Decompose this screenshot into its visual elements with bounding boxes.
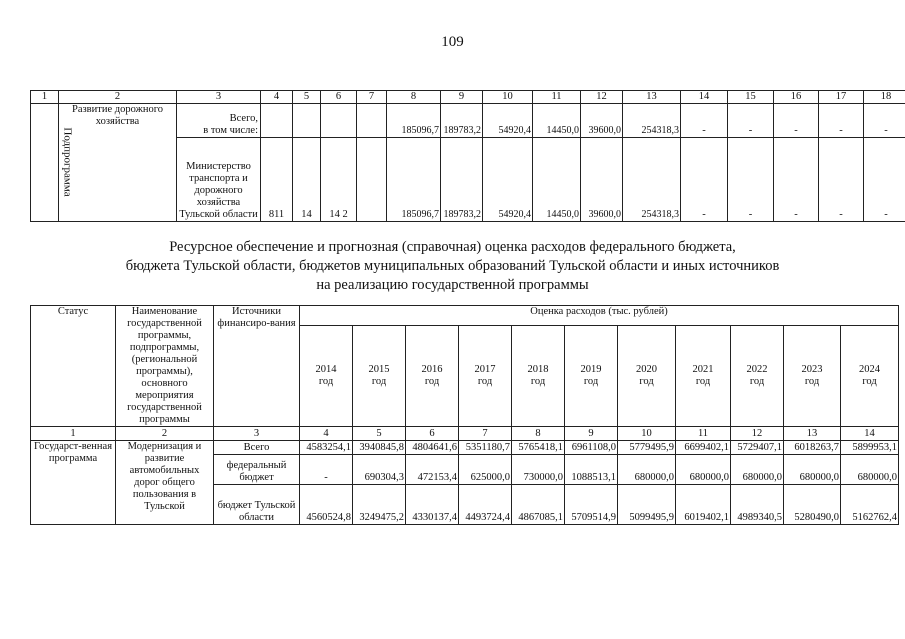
- col-number: 2: [59, 91, 177, 104]
- column-number-row: [31, 91, 905, 104]
- csr-cell: [357, 104, 387, 138]
- value-cell: 6961108,0: [565, 441, 618, 455]
- title-line: на реализацию государственной программы: [316, 277, 589, 293]
- value-cell: 5779495,9: [618, 441, 676, 455]
- col-number: 7: [357, 91, 387, 104]
- resource-table: [30, 305, 899, 525]
- value-cell: 4493724,4: [459, 485, 512, 525]
- col-number: 11: [533, 91, 581, 104]
- header-estimate: Оценка расходов (тыс. рублей): [300, 306, 899, 326]
- value-cell: 680000,0: [731, 455, 784, 485]
- col-number: 1: [31, 427, 116, 441]
- value-cell: 680000,0: [784, 455, 841, 485]
- value-cell: 4560524,8: [300, 485, 353, 525]
- value-cell: 185096,7: [387, 138, 441, 222]
- header-status: Статус: [31, 306, 116, 427]
- col-number: 12: [731, 427, 784, 441]
- value-cell: 5099495,9: [618, 485, 676, 525]
- value-cell: 3249475,2: [353, 485, 406, 525]
- table-row: [31, 104, 905, 138]
- col-number: 15: [728, 91, 774, 104]
- value-cell: 4867085,1: [512, 485, 565, 525]
- value-cell: 5765418,1: [512, 441, 565, 455]
- value-cell: -: [819, 138, 864, 222]
- csr-cell: [357, 138, 387, 222]
- value-cell: 54920,4: [483, 104, 533, 138]
- value-cell: -: [681, 138, 728, 222]
- value-cell: 4583254,1: [300, 441, 353, 455]
- col-number: 3: [177, 91, 261, 104]
- col-number: 18: [864, 91, 905, 104]
- value-cell: 5351180,7: [459, 441, 512, 455]
- col-number: 8: [512, 427, 565, 441]
- value-cell: 39600,0: [581, 104, 623, 138]
- value-cell: 254318,3: [623, 138, 681, 222]
- value-cell: -: [728, 138, 774, 222]
- value-cell: 254318,3: [623, 104, 681, 138]
- title-line: бюджета Тульской области, бюджетов муниципальных образований Тульской области и иных источников: [125, 258, 780, 274]
- col-number: 14: [841, 427, 899, 441]
- rz-cell: [293, 104, 321, 138]
- value-cell: 5899953,1: [841, 441, 899, 455]
- value-cell: 1088513,1: [565, 455, 618, 485]
- col-number: 3: [214, 427, 300, 441]
- value-cell: 472153,4: [406, 455, 459, 485]
- value-cell: 5729407,1: [731, 441, 784, 455]
- table-row: [31, 441, 899, 455]
- value-cell: 690304,3: [353, 455, 406, 485]
- col-number: 13: [623, 91, 681, 104]
- value-cell: -: [864, 104, 905, 138]
- col-number: 8: [387, 91, 441, 104]
- col-number: 2: [116, 427, 214, 441]
- subprogram-name: Развитие дорожного хозяйства: [59, 104, 177, 222]
- header-row: [31, 306, 899, 326]
- value-cell: 6019402,1: [676, 485, 731, 525]
- year-header: 2018 год: [512, 326, 565, 427]
- value-cell: 4330137,4: [406, 485, 459, 525]
- value-cell: 6018263,7: [784, 441, 841, 455]
- col-number: 12: [581, 91, 623, 104]
- column-number-row: [31, 427, 899, 441]
- col-number: 9: [565, 427, 618, 441]
- col-number: 17: [819, 91, 864, 104]
- col-number: 5: [293, 91, 321, 104]
- source-cell: Всего, в том числе:: [177, 104, 261, 138]
- year-header: 2019 год: [565, 326, 618, 427]
- value-cell: -: [681, 104, 728, 138]
- pr-cell: [321, 104, 357, 138]
- col-number: 6: [321, 91, 357, 104]
- header-name: Наименование государственной программы, подпрограммы, (региональной программы), основного мероприятия государственной программы: [116, 306, 214, 427]
- value-cell: 185096,7: [387, 104, 441, 138]
- col-number: 16: [774, 91, 819, 104]
- value-cell: 5162762,4: [841, 485, 899, 525]
- rz-cell: 14: [293, 138, 321, 222]
- source-cell: Министерство транспорта и дорожного хозяйства Тульской области: [177, 138, 261, 222]
- col-number: 7: [459, 427, 512, 441]
- value-cell: 54920,4: [483, 138, 533, 222]
- col-number: 13: [784, 427, 841, 441]
- header-sources: Источники финансиро-вания: [214, 306, 300, 427]
- year-header: 2024 год: [841, 326, 899, 427]
- value-cell: 39600,0: [581, 138, 623, 222]
- value-cell: 625000,0: [459, 455, 512, 485]
- col-number: 11: [676, 427, 731, 441]
- source-cell: федеральный бюджет: [214, 455, 300, 485]
- section-title: [0, 238, 905, 295]
- value-cell: 3940845,8: [353, 441, 406, 455]
- source-cell: Всего: [214, 441, 300, 455]
- program-status: Государст-венная программа: [31, 441, 116, 525]
- value-cell: 6699402,1: [676, 441, 731, 455]
- col-number: 14: [681, 91, 728, 104]
- col-number: 9: [441, 91, 483, 104]
- year-header: 2020 год: [618, 326, 676, 427]
- year-header: 2015 год: [353, 326, 406, 427]
- col-number: 5: [353, 427, 406, 441]
- value-cell: 14450,0: [533, 138, 581, 222]
- source-cell: бюджет Тульской области: [214, 485, 300, 525]
- title-line: Ресурсное обеспечение и прогнозная (справочная) оценка расходов федерального бюджета,: [169, 239, 736, 255]
- value-cell: 14450,0: [533, 104, 581, 138]
- pr-cell: 14 2: [321, 138, 357, 222]
- year-header: 2014 год: [300, 326, 353, 427]
- value-cell: 730000,0: [512, 455, 565, 485]
- value-cell: 680000,0: [618, 455, 676, 485]
- value-cell: 4804641,6: [406, 441, 459, 455]
- value-cell: 4989340,5: [731, 485, 784, 525]
- page-number: 109: [441, 34, 464, 50]
- value-cell: -: [819, 104, 864, 138]
- value-cell: 680000,0: [676, 455, 731, 485]
- value-cell: -: [728, 104, 774, 138]
- value-cell: 680000,0: [841, 455, 899, 485]
- value-cell: 189783,2: [441, 104, 483, 138]
- col-number: 10: [483, 91, 533, 104]
- year-header: 2022 год: [731, 326, 784, 427]
- value-cell: -: [300, 455, 353, 485]
- value-cell: -: [864, 138, 905, 222]
- year-header: 2021 год: [676, 326, 731, 427]
- value-cell: 5709514,9: [565, 485, 618, 525]
- subprogram-table: [30, 90, 905, 222]
- col-number: 6: [406, 427, 459, 441]
- year-header: 2017 год: [459, 326, 512, 427]
- col-number: 4: [300, 427, 353, 441]
- status-label: Подпрограмма: [61, 127, 74, 197]
- col-number: 4: [261, 91, 293, 104]
- value-cell: -: [774, 138, 819, 222]
- year-header: 2016 год: [406, 326, 459, 427]
- col-number: 1: [31, 91, 59, 104]
- year-header: 2023 год: [784, 326, 841, 427]
- grbs-cell: 811: [261, 138, 293, 222]
- status-cell: [31, 104, 74, 222]
- program-name: Модернизация и развитие автомобильных дорог общего пользования в Тульской: [116, 441, 214, 525]
- value-cell: -: [774, 104, 819, 138]
- col-number: 10: [618, 427, 676, 441]
- grbs-cell: [261, 104, 293, 138]
- value-cell: 5280490,0: [784, 485, 841, 525]
- value-cell: 189783,2: [441, 138, 483, 222]
